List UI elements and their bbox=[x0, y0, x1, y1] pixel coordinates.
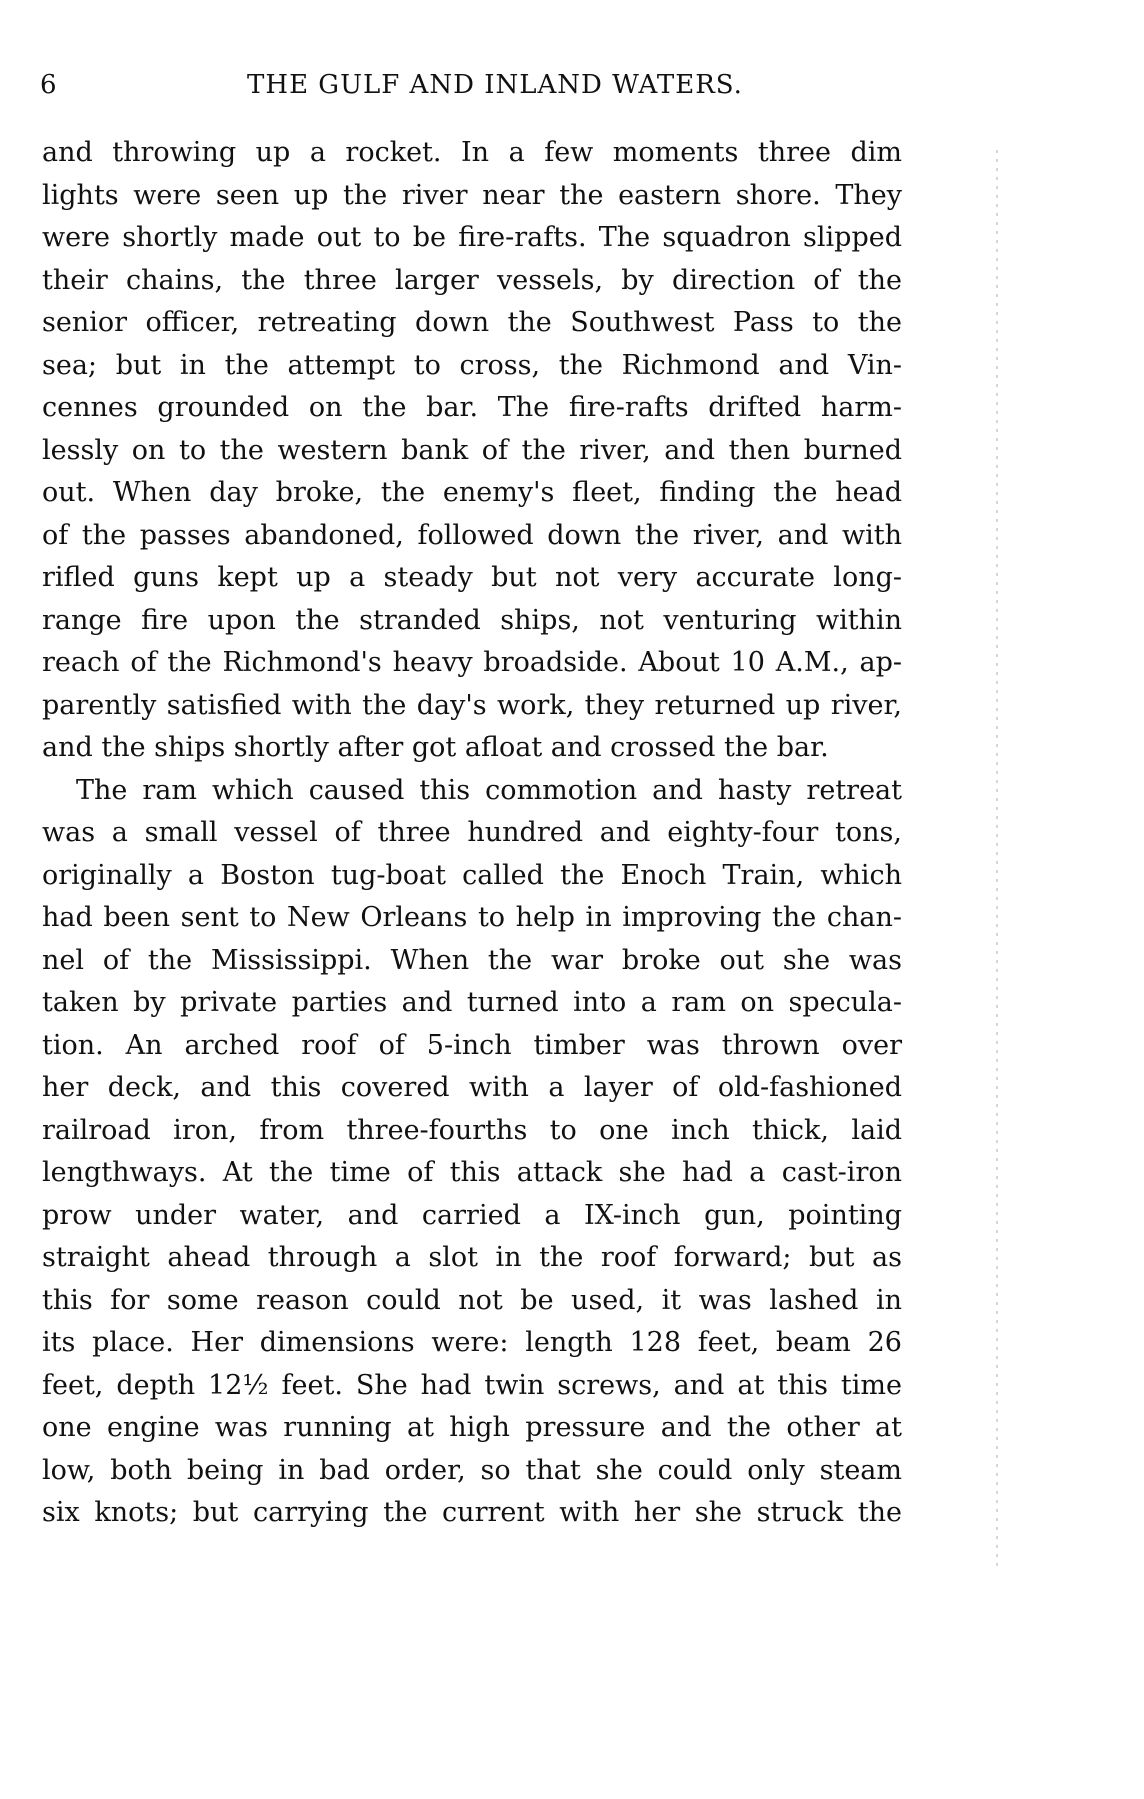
text-line: this for some reason could not be used, it was lashed in bbox=[42, 1284, 902, 1316]
running-title: THE GULF AND INLAND WATERS. bbox=[247, 70, 743, 100]
body-text bbox=[42, 132, 902, 1535]
text-line: prow under water, and carried a IX-inch gun, pointing bbox=[42, 1199, 902, 1231]
text-line: sea; but in the attempt to cross, the Richmond and Vin- bbox=[42, 349, 902, 381]
text-line: and throwing up a rocket. In a few moments three dim bbox=[42, 137, 902, 168]
text-line: were shortly made out to be fire-rafts. The squadron slipped bbox=[42, 222, 902, 253]
text-line: tion. An arched roof of 5-inch timber was thrown over bbox=[42, 1029, 902, 1061]
text-line: originally a Boston tug-boat called the Enoch Train, which bbox=[42, 859, 902, 891]
text-line: their chains, the three larger vessels, by direction of the bbox=[42, 264, 902, 296]
page-number: 6 bbox=[40, 70, 58, 100]
text-line: nel of the Mississippi. When the war broke out she was bbox=[42, 944, 902, 976]
text-line: her deck, and this covered with a layer of old-fashioned bbox=[42, 1072, 902, 1103]
text-line: rifled guns kept up a steady but not very accurate long- bbox=[42, 562, 902, 593]
text-line: its place. Her dimensions were: length 128 feet, beam 26 bbox=[42, 1327, 902, 1358]
text-line: senior officer, retreating down the Southwest Pass to the bbox=[42, 307, 902, 338]
text-line: low, both being in bad order, so that she could only steam bbox=[42, 1454, 902, 1486]
text-line: of the passes abandoned, followed down the river, and with bbox=[42, 519, 902, 551]
text-line: one engine was running at high pressure and the other at bbox=[42, 1412, 902, 1443]
text-line: taken by private parties and turned into a ram on specula- bbox=[42, 987, 902, 1018]
text-line: was a small vessel of three hundred and eighty-four tons, bbox=[42, 817, 902, 848]
text-line: had been sent to New Orleans to help in improving the chan- bbox=[42, 902, 902, 933]
text-line: range fire upon the stranded ships, not venturing within bbox=[42, 604, 902, 636]
text-line: lights were seen up the river near the eastern shore. They bbox=[42, 179, 902, 211]
text-line: railroad iron, from three-fourths to one inch thick, laid bbox=[42, 1114, 902, 1146]
text-line: cennes grounded on the bar. The fire-rafts drifted harm- bbox=[42, 392, 902, 423]
text-line: The ram which caused this commotion and hasty retreat bbox=[76, 774, 902, 806]
text-line: lengthways. At the time of this attack she had a cast-iron bbox=[42, 1157, 902, 1188]
text-line: lessly on to the western bank of the river, and then burned bbox=[42, 434, 902, 466]
text-line: and the ships shortly after got afloat and crossed the bar. bbox=[42, 732, 829, 763]
text-line: feet, depth 12½ feet. She had twin screws, and at this time bbox=[42, 1369, 902, 1401]
text-line: reach of the Richmond's heavy broadside. About 10 A.M., ap- bbox=[42, 647, 902, 678]
text-line: straight ahead through a slot in the roof forward; but as bbox=[42, 1242, 902, 1273]
page-header bbox=[40, 70, 910, 110]
text-line: parently satisfied with the day's work, they returned up river, bbox=[42, 689, 902, 721]
text-line: six knots; but carrying the current with her she struck the bbox=[42, 1497, 902, 1528]
scan-margin-artifact bbox=[996, 150, 998, 1570]
text-line: out. When day broke, the enemy's fleet, finding the head bbox=[42, 477, 902, 508]
